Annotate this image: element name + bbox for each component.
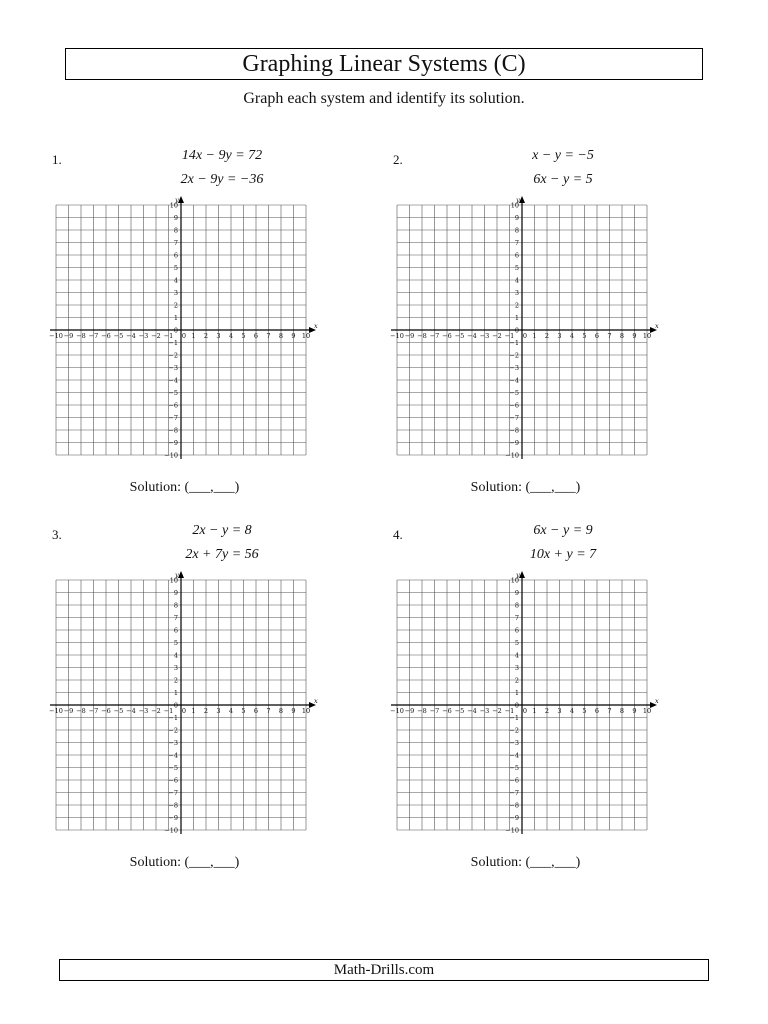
x-axis-label: x [655,322,659,330]
equation-2: 6x − y = 5 [533,172,593,187]
x-tick-label: −2 [492,332,502,340]
x-tick-label: −9 [63,332,74,340]
y-tick-label: −9 [509,814,519,822]
y-tick-label: −5 [168,389,178,397]
x-tick-label: 1 [532,332,537,340]
y-tick-label: 7 [173,614,178,622]
y-tick-label: −6 [509,401,519,410]
y-axis-arrow [178,571,184,578]
y-tick-label: 4 [173,651,178,660]
x-tick-label: 7 [266,332,271,340]
solution-blank[interactable]: Solution: (___,___) [470,855,581,870]
x-tick-label: 6 [253,707,259,715]
x-tick-label: 5 [241,332,246,340]
y-tick-label: −4 [509,376,519,385]
x-tick-label: −1 [504,707,515,715]
y-tick-label: 0 [514,701,519,710]
x-tick-label: 10 [301,332,311,340]
equation-2: 10x + y = 7 [529,547,597,562]
x-tick-label: 0 [522,332,528,340]
x-tick-label: −9 [404,332,415,340]
y-tick-label: 3 [514,664,519,672]
y-tick-label: −5 [509,764,519,772]
y-tick-label: 5 [514,639,519,647]
y-tick-label: −8 [509,801,519,810]
x-tick-label: −6 [442,332,452,340]
equation-1: 14x − 9y = 72 [181,148,263,163]
x-tick-label: 10 [642,332,652,340]
problem-1 [49,148,352,512]
solution-blank[interactable]: Solution: (___,___) [470,480,581,495]
y-tick-label: 6 [514,626,519,635]
x-tick-label: −6 [101,707,111,715]
y-tick-label: 4 [514,276,519,285]
x-tick-label: −7 [429,707,440,715]
y-axis-arrow [519,571,525,578]
y-axis-label: y [516,571,520,579]
y-axis-label: y [516,196,520,204]
x-tick-label: −1 [163,707,174,715]
y-tick-label: −10 [505,451,519,460]
y-tick-label: 1 [514,314,519,322]
y-tick-label: −6 [168,776,178,785]
y-axis-label: y [175,571,179,579]
coordinate-grid[interactable] [387,572,657,847]
y-tick-label: −10 [505,826,519,835]
x-tick-label: 7 [607,332,612,340]
x-tick-label: −6 [442,707,452,715]
y-tick-label: −4 [168,376,178,385]
y-tick-label: 10 [510,201,519,210]
y-tick-label: −10 [164,826,178,835]
x-tick-label: −3 [138,332,149,340]
y-tick-label: −1 [168,339,178,347]
x-tick-label: 2 [203,707,209,715]
x-tick-label: −10 [390,707,404,715]
y-tick-label: −6 [168,401,178,410]
x-tick-label: −4 [467,332,477,340]
x-tick-label: 6 [594,707,600,715]
x-tick-label: 5 [582,707,587,715]
y-tick-label: −10 [164,451,178,460]
solution-blank[interactable]: Solution: (___,___) [129,855,240,870]
y-tick-label: 10 [510,576,519,585]
problem-2 [390,148,693,512]
x-tick-label: −8 [76,707,86,715]
y-tick-label: 3 [173,664,178,672]
problem-number: 4. [393,527,403,542]
y-tick-label: 2 [514,676,519,685]
solution-blank[interactable]: Solution: (___,___) [129,480,240,495]
y-tick-label: 9 [514,214,519,222]
worksheet-title [65,48,703,80]
y-axis-arrow [519,196,525,203]
x-tick-label: −1 [504,332,515,340]
x-tick-label: −4 [467,707,477,715]
y-tick-label: −5 [509,389,519,397]
x-tick-label: 7 [607,707,612,715]
x-tick-label: 8 [619,707,625,715]
y-tick-label: −9 [168,814,178,822]
y-tick-label: −9 [509,439,519,447]
y-tick-label: −1 [168,714,178,722]
x-tick-label: −10 [49,332,63,340]
footer [59,959,709,981]
y-tick-label: −8 [509,426,519,435]
x-tick-label: −3 [479,332,490,340]
x-tick-label: 3 [557,707,562,715]
x-tick-label: −7 [429,332,440,340]
x-tick-label: 5 [582,332,587,340]
y-tick-label: −2 [168,726,178,735]
y-tick-label: 8 [173,226,178,235]
x-tick-label: −8 [417,707,427,715]
equation-1: 2x − y = 8 [192,523,252,538]
x-tick-label: −5 [454,332,465,340]
y-tick-label: 9 [173,589,178,597]
x-tick-label: −2 [492,707,502,715]
instructions: Graph each system and identify its solution. [243,90,525,107]
y-tick-label: 8 [173,601,178,610]
x-tick-label: 8 [278,332,284,340]
y-tick-label: 0 [173,326,178,335]
x-tick-label: 0 [181,332,187,340]
x-tick-label: −4 [126,332,136,340]
y-tick-label: 5 [514,264,519,272]
y-tick-label: 4 [173,276,178,285]
equation-1: 6x − y = 9 [533,523,593,538]
y-tick-label: 3 [173,289,178,297]
y-tick-label: −1 [509,339,519,347]
y-tick-label: 9 [514,589,519,597]
problem-3 [49,523,352,887]
worksheet-title-text: Graphing Linear Systems (C) [242,50,526,77]
x-tick-label: 4 [569,707,575,715]
x-tick-label: −3 [479,707,490,715]
y-tick-label: −1 [509,714,519,722]
x-tick-label: 9 [291,707,296,715]
equation-2: 2x + 7y = 56 [185,547,259,562]
y-tick-label: 6 [173,251,178,260]
y-tick-label: −7 [509,414,519,422]
y-tick-label: 8 [514,601,519,610]
y-tick-label: −9 [168,439,178,447]
x-tick-label: −9 [63,707,74,715]
x-tick-label: 1 [532,707,537,715]
x-tick-label: 0 [181,707,187,715]
y-tick-label: 3 [514,289,519,297]
y-tick-label: 8 [514,226,519,235]
y-tick-label: 9 [173,214,178,222]
coordinate-grid[interactable] [387,197,657,472]
y-tick-label: 1 [173,689,178,697]
x-tick-label: 6 [253,332,259,340]
footer-text: Math-Drills.com [333,961,435,978]
x-tick-label: 5 [241,707,246,715]
x-tick-label: −4 [126,707,136,715]
problem-number: 2. [393,152,403,167]
x-tick-label: 7 [266,707,271,715]
y-tick-label: 6 [514,251,519,260]
x-tick-label: −8 [417,332,427,340]
x-tick-label: 3 [216,332,221,340]
y-tick-label: −7 [168,414,178,422]
x-tick-label: −6 [101,332,111,340]
y-axis-label: y [175,196,179,204]
problem-4 [390,523,693,887]
x-tick-label: −1 [163,332,174,340]
y-tick-label: −3 [168,739,178,747]
y-tick-label: −8 [168,426,178,435]
y-tick-label: 5 [173,264,178,272]
y-tick-label: −4 [509,751,519,760]
y-tick-label: −8 [168,801,178,810]
y-tick-label: 7 [173,239,178,247]
coordinate-grid[interactable] [46,197,316,472]
y-tick-label: 10 [169,576,178,585]
x-tick-label: 1 [191,332,196,340]
y-tick-label: 2 [514,301,519,310]
y-tick-label: 10 [169,201,178,210]
coordinate-grid[interactable] [46,572,316,847]
x-tick-label: 2 [203,332,209,340]
y-tick-label: −2 [509,351,519,360]
x-tick-label: 8 [278,707,284,715]
y-tick-label: −7 [168,789,178,797]
x-tick-label: 9 [291,332,296,340]
x-tick-label: −7 [88,707,99,715]
x-tick-label: 9 [632,707,637,715]
x-tick-label: 0 [522,707,528,715]
y-tick-label: −3 [168,364,178,372]
x-tick-label: 4 [228,332,234,340]
x-tick-label: −7 [88,332,99,340]
x-tick-label: −2 [151,707,161,715]
y-tick-label: 1 [514,689,519,697]
y-tick-label: 1 [173,314,178,322]
x-tick-label: −9 [404,707,415,715]
y-tick-label: 6 [173,626,178,635]
x-tick-label: −5 [113,707,124,715]
y-tick-label: −3 [509,364,519,372]
y-tick-label: 2 [173,676,178,685]
y-tick-label: 4 [514,651,519,660]
y-tick-label: −2 [509,726,519,735]
x-tick-label: 3 [557,332,562,340]
x-tick-label: 8 [619,332,625,340]
x-tick-label: −5 [113,332,124,340]
y-tick-label: 2 [173,301,178,310]
x-tick-label: 4 [569,332,575,340]
y-tick-label: −4 [168,751,178,760]
x-tick-label: −10 [390,332,404,340]
y-tick-label: −5 [168,764,178,772]
x-tick-label: 1 [191,707,196,715]
x-tick-label: 3 [216,707,221,715]
x-tick-label: 10 [642,707,652,715]
x-tick-label: 9 [632,332,637,340]
x-tick-label: −2 [151,332,161,340]
x-axis-label: x [314,697,318,705]
y-tick-label: 7 [514,614,519,622]
y-tick-label: 5 [173,639,178,647]
x-tick-label: −8 [76,332,86,340]
x-tick-label: −3 [138,707,149,715]
equation-2: 2x − 9y = −36 [180,172,264,187]
x-tick-label: −10 [49,707,63,715]
equation-1: x − y = −5 [532,148,594,163]
y-axis-arrow [178,196,184,203]
x-tick-label: 6 [594,332,600,340]
problem-number: 1. [52,152,62,167]
x-tick-label: 2 [544,332,550,340]
y-tick-label: 0 [173,701,178,710]
y-tick-label: −7 [509,789,519,797]
x-tick-label: −5 [454,707,465,715]
y-tick-label: −3 [509,739,519,747]
x-axis-label: x [314,322,318,330]
x-axis-label: x [655,697,659,705]
y-tick-label: −2 [168,351,178,360]
y-tick-label: 0 [514,326,519,335]
problem-number: 3. [52,527,62,542]
y-tick-label: −6 [509,776,519,785]
x-tick-label: 2 [544,707,550,715]
x-tick-label: 10 [301,707,311,715]
y-tick-label: 7 [514,239,519,247]
x-tick-label: 4 [228,707,234,715]
